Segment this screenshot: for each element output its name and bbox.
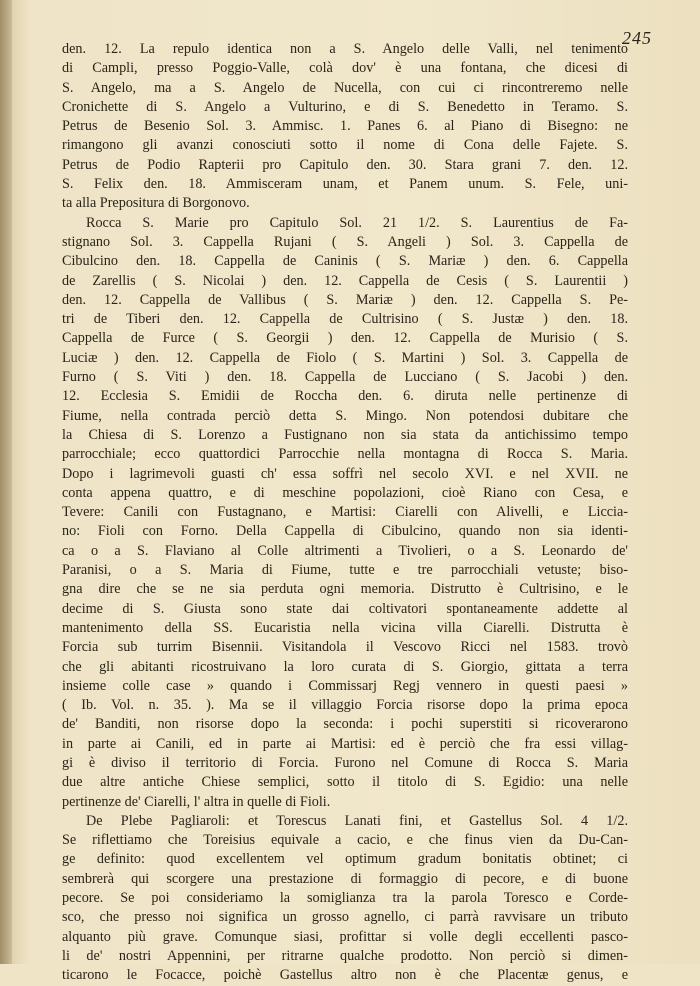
text-line: Fiume, nella contrada perciò detta S. Mingo. Non potendosi dubitare che — [62, 407, 628, 424]
text-line: pecore. Se poi consideriamo la somiglianza tra la parola Toresco e Corde- — [62, 890, 628, 907]
text-line: den. 12. La repulo identica non a S. Angelo delle Valli, nel tenimento — [62, 41, 628, 57]
text-line: De Plebe Pagliaroli: et Torescus Lanati fini, et Gastellus Sol. 4 1/2. — [86, 812, 628, 829]
text-line: sembrerà qui scorgere una prestazione di formaggio di pecore, e di buone — [62, 870, 628, 887]
text-line: decime di S. Giusta sono state dai coltivatori spontaneamente addette al — [62, 600, 628, 617]
text-line: Rocca S. Marie pro Capitulo Sol. 21 1/2. S. Laurentius de Fa- — [86, 214, 628, 231]
text-line: S. Angelo, ma a S. Angelo de Nucella, con cui ci rincontreremo nelle — [62, 79, 628, 96]
page-gutter — [0, 0, 12, 964]
text-line: Se riflettiamo che Toreisius equivale a cacio, e che finus vien da Du-Can- — [62, 832, 628, 849]
text-line: di Campli, presso Poggio-Valle, colà dov' è una fontana, che dicesi di — [62, 60, 628, 77]
text-line: insieme colle case » quando i Commissarj Regj vennero in questi paesi » — [62, 677, 628, 694]
text-line: mantenimento della SS. Eucaristia nella vicina villa Ciarelli. Distrutta è — [62, 619, 628, 636]
text-line: alquanto più grave. Comunque siasi, profittar si volle degli eccellenti pasco- — [62, 928, 628, 945]
text-line: li de' nostri Appennini, per ritrarne qualche prodotto. Non perciò si dimen- — [62, 947, 628, 964]
text-line: in parte ai Canili, ed in parte ai Martisi: ed è perciò che fra essi villag- — [62, 735, 628, 752]
text-line: ge definito: quod excellentem vel optimum gradum bonitatis obtinet; ci — [62, 851, 628, 868]
text-line: sco, che presso noi significa un grosso agnello, ci parrà ravvisare un tributo — [62, 909, 628, 926]
text-line: due altre antiche Chiese semplici, sotto il titolo di S. Egidio: una nelle — [62, 774, 628, 791]
text-line: gna dire che se ne sia perduta ogni memoria. Distrutto è Cultrisino, e le — [62, 581, 628, 598]
text-line: S. Felix den. 18. Ammisceram unam, et Panem unum. S. Fele, uni- — [62, 176, 628, 193]
text-line: ticarono le Focacce, poichè Gastellus altro non è che Placentæ genus, e — [62, 967, 628, 984]
text-line: parrocchiale; ecco quattordici Parrocchie nella montagna di Rocca S. Maria. — [62, 446, 628, 463]
text-line: la Chiesa di S. Lorenzo a Fustignano non sia stata da antichissimo tempo — [62, 426, 628, 443]
text-line: stignano Sol. 3. Cappella Rujani ( S. Angeli ) Sol. 3. Cappella de — [62, 233, 628, 250]
text-line: gi è diviso il territorio di Forcia. Furono nel Comune di Rocca S. Maria — [62, 754, 628, 771]
text-line: Furno ( S. Viti ) den. 18. Cappella de Lucciano ( S. Jacobi ) den. — [62, 369, 628, 386]
text-line: pertinenze de' Ciarelli, l' altra in quelle di Fioli. — [62, 793, 331, 810]
text-line: Petrus de Podio Rapterii pro Capitulo den. 30. Stara grani 7. den. 12. — [62, 156, 628, 173]
text-line: tri de Tiberi den. 12. Cappella de Cultrisino ( S. Justæ ) den. 18. — [62, 311, 628, 328]
text-line: ta alla Prepositura di Borgonovo. — [62, 195, 250, 212]
text-line: Luciæ ) den. 12. Cappella de Fiolo ( S. Martini ) Sol. 3. Cappella de — [62, 349, 628, 366]
text-line: de' Banditi, non risorse dopo la seconda: i pochi superstiti si ricoverarono — [62, 716, 628, 733]
text-line: Cibulcino den. 18. Cappella de Caninis ( S. Mariæ ) den. 6. Cappella — [62, 253, 628, 270]
text-line: 12. Ecclesia S. Emidii de Roccha den. 6. diruta nelle pertinenze di — [62, 388, 628, 405]
text-line: Forcia sub turrim Bisennii. Visitandola il Vescovo Ricci nel 1583. trovò — [62, 639, 628, 656]
body-text — [62, 40, 628, 986]
text-line: Dopo i lagrimevoli guasti ch' essa soffrì nel secolo XVI. e nel XVII. ne — [62, 465, 628, 482]
text-line: Petrus de Besenio Sol. 3. Ammisc. 1. Panes 6. al Piano di Bisegno: ne — [62, 118, 628, 135]
text-line: Paranisi, o a S. Maria di Fiume, tutte e tre parrocchiali vetuste; biso- — [62, 562, 628, 579]
text-line: Tevere: Canili con Fustagnano, e Martisi: Ciarelli con Alivelli, e Liccia- — [62, 504, 628, 521]
text-line: rimangono gli avanzi conosciuti sotto il nome di Cona delle Fajete. S. — [62, 137, 628, 154]
page-number: 245 — [622, 28, 652, 48]
text-line: de Zarellis ( S. Nicolai ) den. 12. Cappella de Cesis ( S. Laurentii ) — [62, 272, 628, 289]
text-line: ca o a S. Flaviano al Colle altrimenti a Tivolieri, o a S. Leonardo de' — [62, 542, 628, 559]
text-line: ( Ib. Vol. n. 35. ). Ma se il villaggio Forcia risorse dopo la prima epoca — [62, 697, 628, 714]
text-line: Cappella de Furce ( S. Georgii ) den. 12. Cappella de Murisio ( S. — [62, 330, 628, 347]
text-line: no: Fioli con Forno. Della Cappella di Cibulcino, quando non sia identi- — [62, 523, 628, 540]
text-line: Cronichette di S. Angelo a Vulturino, e di S. Benedetto in Teramo. S. — [62, 98, 628, 115]
text-line: den. 12. Cappella de Vallibus ( S. Mariæ ) den. 12. Cappella S. Pe- — [62, 291, 628, 308]
text-line: conta appena quattro, e di meschine popolazioni, cioè Riano con Cesa, e — [62, 484, 628, 501]
text-line: che gli abitanti ricostruivano la loro curata di S. Giorgio, gittata a terra — [62, 658, 628, 675]
